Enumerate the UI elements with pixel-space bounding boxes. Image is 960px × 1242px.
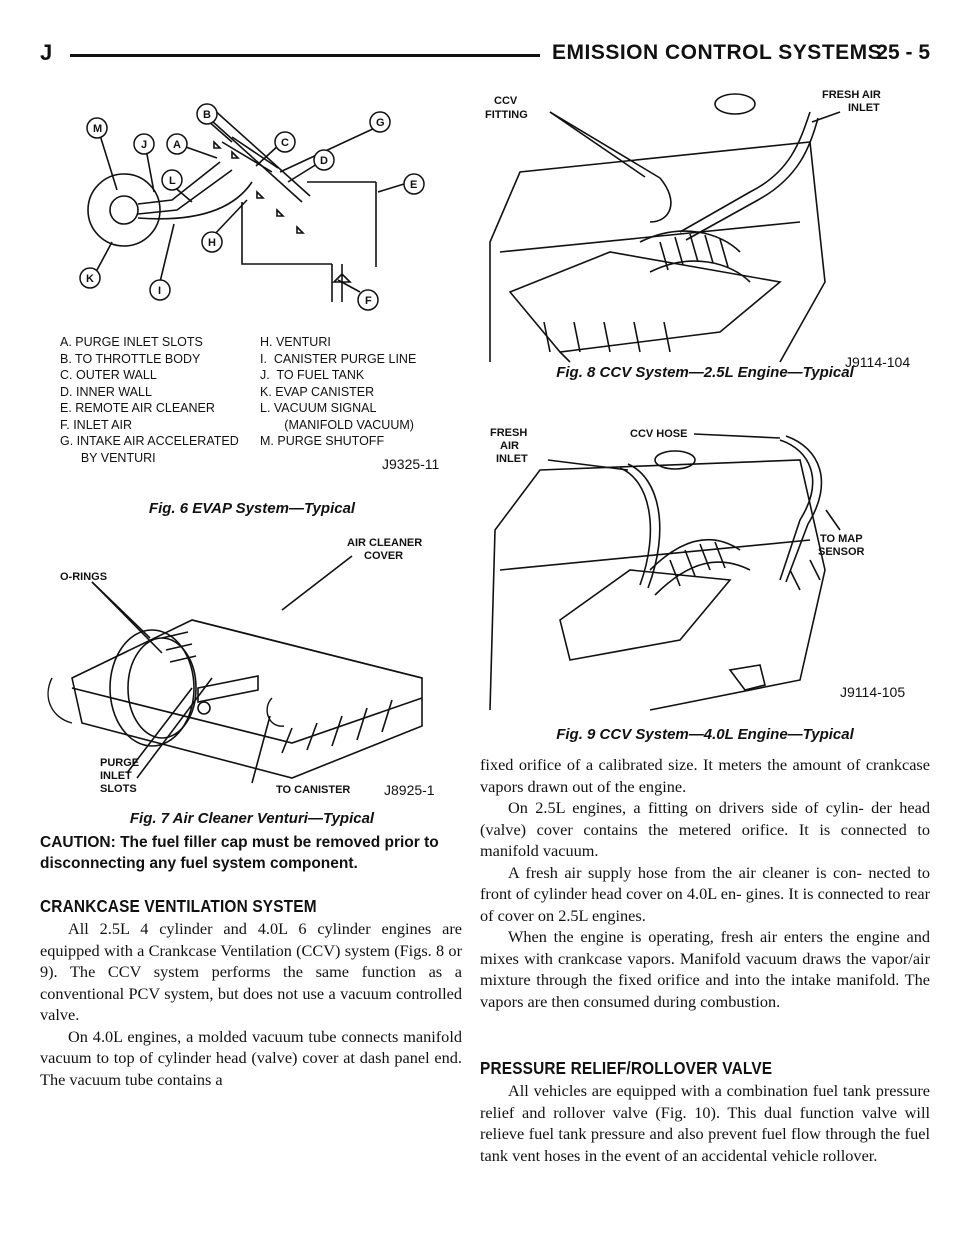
prv-section-heading: PRESSURE RELIEF/ROLLOVER VALVE	[480, 1058, 773, 1078]
fig6-evap-system	[42, 92, 462, 522]
ccv-body	[40, 918, 462, 1090]
label-fitting: FITTING	[485, 109, 528, 121]
fig6-legend-left	[60, 334, 239, 466]
legend-item: BY VENTURI	[60, 450, 156, 465]
fig9-caption: Fig. 9 CCV System—4.0L Engine—Typical	[556, 726, 854, 743]
callout-i: I	[158, 285, 162, 297]
label-cover: COVER	[364, 550, 404, 562]
label-purge: PURGE	[100, 757, 140, 769]
callout-c: C	[281, 137, 289, 149]
ccv-continued-body	[480, 754, 930, 1012]
label-air-cleaner: AIR CLEANER	[347, 537, 423, 549]
legend-item: F. INLET AIR	[60, 417, 133, 432]
ccv-continued-paragraph-2: On 2.5L engines, a fitting on drivers side of cylin- der head (valve) cover contains the metered orifice. It is connected to manifold vacuum.	[480, 798, 930, 860]
header-title: EMISSION CONTROL SYSTEMS	[552, 41, 883, 64]
legend-item: C. OUTER WALL	[60, 368, 157, 382]
label-to-map: TO MAP	[820, 533, 863, 545]
label-slots: SLOTS	[100, 783, 137, 795]
legend-item: L. VACUUM SIGNAL	[260, 401, 377, 415]
callout-e: E	[410, 179, 418, 191]
legend-item: J. TO FUEL TANK	[260, 368, 365, 382]
page-number: 25 - 5	[876, 41, 930, 64]
fig9-code: J9114-105	[840, 684, 906, 700]
fig7-air-cleaner-venturi	[42, 528, 462, 828]
ccv-2-5l-diagram	[480, 82, 930, 368]
label-ccv-hose: CCV HOSE	[630, 428, 688, 440]
callout-k: K	[86, 273, 94, 285]
callout-f: F	[365, 295, 372, 307]
legend-item: (MANIFOLD VACUUM)	[260, 417, 414, 432]
label-o-rings: O-RINGS	[60, 571, 108, 583]
header-rule	[70, 54, 540, 57]
label-air: AIR	[500, 440, 519, 452]
label-to-canister: TO CANISTER	[276, 784, 351, 796]
ccv-paragraph-2: On 4.0L engines, a molded vacuum tube connects manifold vacuum to top of cylinder head (valve) cover at dash panel end. The vacuum tube contains a	[40, 1026, 462, 1089]
fig6-caption: Fig. 6 EVAP System—Typical	[148, 500, 356, 517]
ccv-paragraph-1: All 2.5L 4 cylinder and 4.0L 6 cylinder engines are equipped with a Crankcase Ventilation (CCV) system (Figs. 8 or 9). The CCV system performs the same function as a conventional PCV system, but does not use a vacuum controlled valve.	[40, 919, 462, 1024]
ccv-4-0l-diagram	[480, 420, 930, 720]
legend-item: A. PURGE INLET SLOTS	[60, 335, 203, 349]
ccv-section-heading: CRANKCASE VENTILATION SYSTEM	[40, 896, 317, 916]
page-header	[40, 40, 930, 80]
label-inlet: INLET	[496, 453, 528, 465]
callout-h: H	[208, 237, 216, 249]
legend-item: B. TO THROTTLE BODY	[60, 351, 201, 366]
fig6-legend-right	[260, 334, 416, 450]
fig8-code: J9114-104	[845, 354, 911, 370]
callout-d: D	[320, 155, 328, 167]
callout-a: A	[173, 139, 181, 151]
legend-item: E. REMOTE AIR CLEANER	[60, 401, 215, 415]
legend-item: I. CANISTER PURGE LINE	[260, 351, 417, 366]
callout-l: L	[169, 175, 176, 187]
header-letter: J	[40, 40, 53, 65]
legend-item: G. INTAKE AIR ACCELERATED	[60, 434, 239, 448]
legend-item: H. VENTURI	[260, 335, 331, 349]
fig9-ccv-4-0l	[480, 420, 930, 750]
air-cleaner-diagram	[42, 528, 462, 803]
fig6-code: J9325-11	[382, 456, 440, 472]
ccv-continued-paragraph-4: When the engine is operating, fresh air enters the engine and mixes with crankcase vapors. Manifold vacuum draws the vapor/air mixture through the fixed orifice and into the intake manifold. The vapors are then consumed during combustion.	[480, 927, 930, 1011]
label-fresh-air: FRESH AIR	[822, 89, 881, 101]
legend-item: M. PURGE SHUTOFF	[260, 434, 385, 448]
label-inlet: INLET	[100, 770, 132, 782]
callout-m: M	[93, 123, 103, 135]
label-sensor: SENSOR	[818, 546, 865, 558]
prv-paragraph-1: All vehicles are equipped with a combination fuel tank pressure relief and rollover valve (Fig. 10). This dual function valve will relieve fuel tank pressure and also prevent fuel flow through the fuel tank vent hoses in the event of an accidental vehicle rollover.	[480, 1081, 930, 1165]
fig7-caption: Fig. 7 Air Cleaner Venturi—Typical	[129, 810, 375, 827]
label-ccv: CCV	[494, 95, 518, 107]
ccv-continued-paragraph-3: A fresh air supply hose from the air cleaner is con- nected to front of cylinder head cover on 4.0L en- gines. It is connected to rear of cover on 2.5L engines.	[480, 862, 930, 925]
legend-item: D. INNER WALL	[60, 384, 152, 399]
prv-body	[480, 1080, 930, 1166]
caution-note: CAUTION: The fuel filler cap must be removed prior to disconnecting any fuel system component.	[40, 834, 439, 872]
callout-j: J	[141, 139, 148, 151]
label-fresh: FRESH	[490, 427, 528, 439]
fig8-ccv-2-5l	[480, 82, 930, 392]
callout-b: B	[203, 109, 211, 121]
callout-g: G	[376, 117, 385, 129]
label-inlet: INLET	[848, 102, 880, 114]
fig7-code: J8925-1	[384, 782, 435, 798]
fig8-caption: Fig. 8 CCV System—2.5L Engine—Typical	[556, 364, 854, 381]
ccv-continued-paragraph-1: fixed orifice of a calibrated size. It meters the amount of crankcase vapors drawn out of the engine.	[480, 755, 930, 796]
legend-item: K. EVAP CANISTER	[260, 384, 375, 399]
